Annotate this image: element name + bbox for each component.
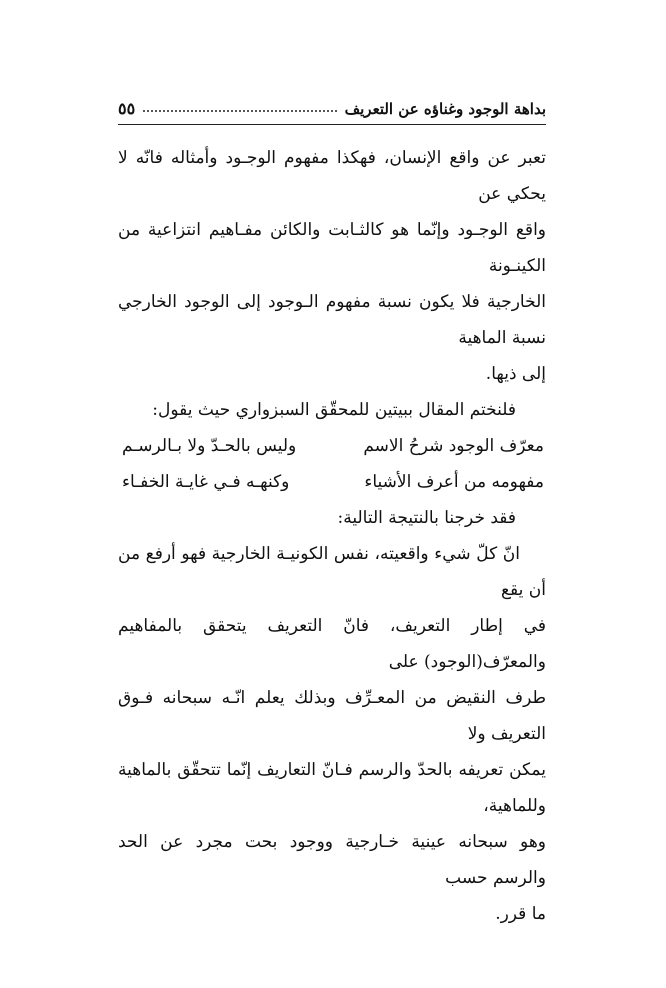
- verse-line-2: [118, 464, 546, 500]
- running-title: بداهة الوجود وغناؤه عن التعريف: [344, 100, 546, 118]
- dotted-leader: [143, 110, 336, 112]
- verse-2-first-hemistich: مفهومه من أعرف الأشياء: [364, 472, 544, 492]
- running-header: [118, 88, 546, 118]
- verse-1-first-hemistich: معرّف الوجود شرحُ الاسم: [363, 436, 544, 456]
- result-intro: فقد خرجنا بالنتيجة التالية:: [337, 508, 516, 528]
- paragraph-2-line-1: انّ كلّ شيء واقعيته، نفس الكونيـة الخارجية فهو أرفع من أن يقع: [118, 544, 546, 600]
- paragraph-1-line-2: واقع الوجـود وإنّما هو كالثـابت والكائن مفـاهيم انتزاعية من الكينـونة: [118, 220, 546, 276]
- paragraph-1-line-4: إلى ذيها.: [485, 364, 546, 384]
- page-number: ٥٥: [118, 99, 136, 118]
- verse-intro: فلنختم المقال ببيتين للمحقّق السبزواري حيث يقول:: [152, 400, 516, 420]
- paragraph-2-line-5: وهو سبحانه عينية خـارجية ووجود بحت مجرد عن الحد والرسم حسب: [118, 832, 546, 888]
- paragraph-1-line-1: تعبر عن واقع الإنسان، فهكذا مفهوم الوجـود وأمثاله فانّه لا يحكي عن: [118, 148, 546, 204]
- paragraph-2-line-2: في إطار التعريف، فانّ التعريف يتحقق بالمفاهيم والمعرّف(الوجود) على: [118, 616, 546, 672]
- verse-line-1: [118, 428, 546, 464]
- header-rule: [118, 124, 546, 125]
- paragraph-2-line-6: ما قرر.: [495, 904, 546, 924]
- verse-2-second-hemistich: وكنهـه فـي غايـة الخفـاء: [122, 472, 290, 492]
- paragraph-2-line-3: طرف النقيض من المعـرِّف وبذلك يعلم انّـه سبحانه فـوق التعريف ولا: [118, 688, 546, 744]
- paragraph-1-line-3: الخارجية فلا يكون نسبة مفهوم الـوجود إلى الوجود الخارجي نسبة الماهية: [118, 292, 546, 348]
- body-text: [118, 140, 546, 932]
- verse-1-second-hemistich: وليس بالحـدّ ولا بـالرسـم: [122, 436, 297, 456]
- paragraph-2-line-4: يمكن تعريفه بالحدّ والرسم فـانّ التعاريف إنّما تتحقّق بالماهية وللماهية،: [118, 760, 546, 816]
